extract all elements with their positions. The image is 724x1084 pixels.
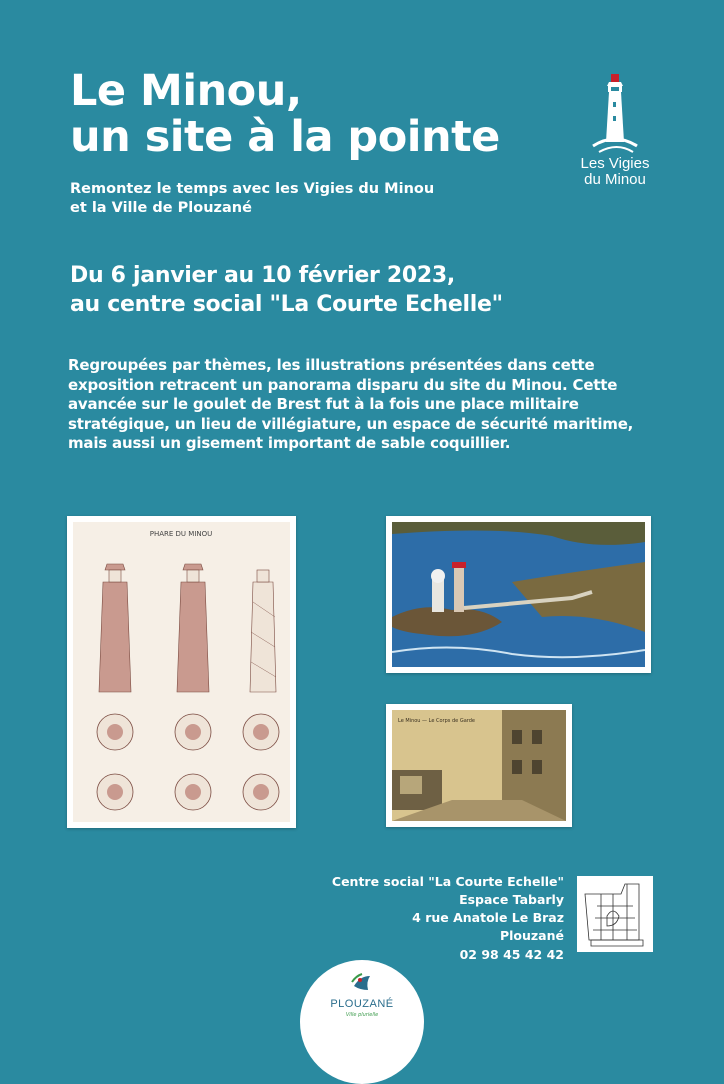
vigies-logo-line-1: Les Vigies	[580, 155, 650, 172]
postcard-image	[386, 704, 572, 827]
plouzane-emblem-icon	[350, 972, 374, 994]
dates-line-1: Du 6 janvier au 10 février 2023,	[70, 263, 455, 288]
subtitle	[70, 180, 434, 218]
description-line: exposition retracent un panorama disparu du site du Minou. Cette	[68, 375, 618, 394]
phone-number: 02 98 45 42 42	[459, 946, 564, 962]
postcard-caption: Le Minou — Le Corps de Garde	[398, 718, 475, 724]
aerial-photo	[386, 516, 651, 673]
dates-line-2: au centre social "La Courte Echelle"	[70, 291, 503, 317]
title-line-1: Le Minou,	[70, 66, 302, 116]
title-line-2: un site à la pointe	[70, 112, 500, 163]
centre-social-illustration	[577, 876, 653, 952]
vigies-logo-line-2: du Minou	[584, 170, 646, 188]
description-line: Regroupées par thèmes, les illustrations présentées dans cette	[68, 356, 595, 374]
description-line: stratégique, un lieu de villégiature, un espace de sécurité maritime,	[68, 414, 634, 433]
lighthouse-plan-image	[67, 516, 296, 828]
exhibition-dates	[70, 262, 503, 319]
lighthouse-icon	[585, 72, 645, 156]
plan-heading: PHARE DU MINOU	[149, 530, 213, 538]
address-line-4: Plouzané	[499, 928, 564, 944]
vigies-logo	[570, 72, 660, 188]
plouzane-name: PLOUZANÉ	[330, 998, 394, 1010]
address-line-2: Espace Tabarly	[459, 892, 564, 908]
address-block	[332, 873, 564, 964]
description-line: avancée sur le goulet de Brest fut à la fois une place militaire	[68, 395, 579, 413]
plouzane-logo	[300, 960, 424, 1084]
address-line-1: Centre social "La Courte Echelle"	[331, 874, 564, 889]
page-title	[70, 68, 500, 161]
plouzane-tagline: Ville plurielle	[345, 1012, 379, 1018]
description	[68, 356, 668, 454]
subtitle-line-2: et la Ville de Plouzané	[70, 199, 252, 216]
address-line-3: 4 rue Anatole Le Braz	[412, 910, 564, 926]
description-line: mais aussi un gisement important de sable coquillier.	[68, 434, 511, 452]
subtitle-line-1: Remontez le temps avec les Vigies du Minou	[70, 181, 435, 197]
